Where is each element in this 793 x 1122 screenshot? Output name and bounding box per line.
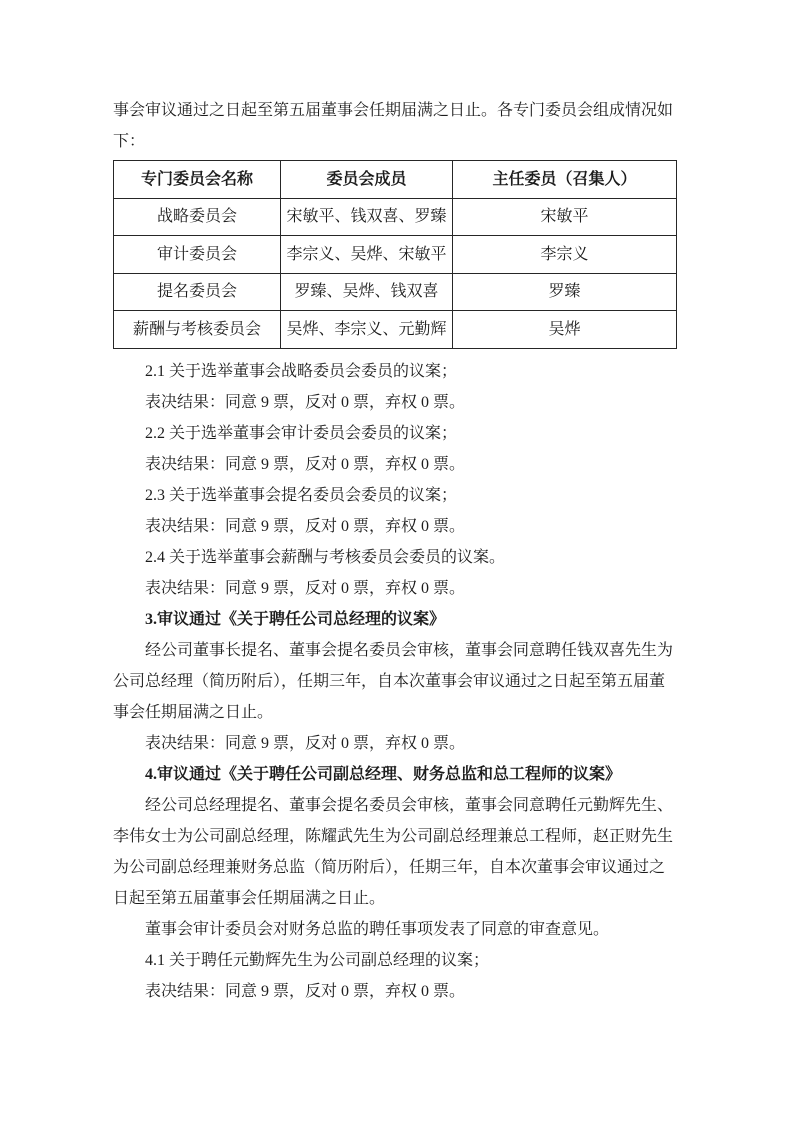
- agenda-item-line: 2.2 关于选举董事会审计委员会委员的议案；: [145, 424, 458, 442]
- continuation-line: 下：: [113, 133, 146, 150]
- paragraph-line: 李伟女士为公司副总经理，陈耀武先生为公司副总经理兼总工程师，赵正财先生: [113, 827, 674, 845]
- paragraph-line: 经公司董事长提名、董事会提名委员会审核，董事会同意聘任钱双喜先生为: [145, 641, 674, 659]
- table-row: [114, 273, 677, 311]
- paragraph-line: 公司总经理（简历附后），任期三年，自本次董事会审议通过之日起至第五届董: [113, 672, 666, 690]
- committee-members-cell: 吴烨、李宗义、元勤辉: [281, 311, 453, 349]
- table-header-members: 委员会成员: [281, 161, 453, 199]
- committee-chair-cell: 吴烨: [453, 311, 677, 349]
- document-content: [113, 95, 680, 1007]
- committee-members-cell: 罗臻、吴烨、钱双喜: [281, 273, 453, 311]
- vote-result-line: 表决结果：同意 9 票，反对 0 票，弃权 0 票。: [145, 393, 466, 411]
- vote-result-line: 表决结果：同意 9 票，反对 0 票，弃权 0 票。: [145, 579, 466, 597]
- table-header-row: [114, 161, 677, 199]
- table-row: [114, 236, 677, 274]
- agenda-item-line: 2.1 关于选举董事会战略委员会委员的议案；: [145, 362, 458, 380]
- committee-members-cell: 李宗义、吴烨、宋敏平: [281, 236, 453, 274]
- agenda-item-line: 2.4 关于选举董事会薪酬与考核委员会委员的议案。: [145, 548, 506, 566]
- vote-result-line: 表决结果：同意 9 票，反对 0 票，弃权 0 票。: [145, 734, 466, 752]
- paragraph-line: 董事会审计委员会对财务总监的聘任事项发表了同意的审查意见。: [145, 920, 610, 938]
- committee-chair-cell: 罗臻: [453, 273, 677, 311]
- table-header-chair: 主任委员（召集人）: [453, 161, 677, 199]
- paragraph-line: 经公司总经理提名、董事会提名委员会审核，董事会同意聘任元勤辉先生、: [145, 796, 674, 814]
- committee-name-cell: 战略委员会: [114, 198, 281, 236]
- section-heading: 4.审议通过《关于聘任公司副总经理、财务总监和总工程师的议案》: [145, 765, 622, 783]
- table-row: [114, 198, 677, 236]
- paragraph-line: 日起至第五届董事会任期届满之日止。: [113, 889, 386, 907]
- committee-members-cell: 宋敏平、钱双喜、罗臻: [281, 198, 453, 236]
- committee-name-cell: 提名委员会: [114, 273, 281, 311]
- agenda-item-line: 2.3 关于选举董事会提名委员会委员的议案；: [145, 486, 458, 504]
- agenda-item-line: 4.1 关于聘任元勤辉先生为公司副总经理的议案；: [145, 951, 490, 969]
- committee-name-cell: 审计委员会: [114, 236, 281, 274]
- committee-chair-cell: 宋敏平: [453, 198, 677, 236]
- paragraph-line: 事会任期届满之日止。: [113, 703, 274, 721]
- vote-result-line: 表决结果：同意 9 票，反对 0 票，弃权 0 票。: [145, 982, 466, 1000]
- vote-result-line: 表决结果：同意 9 票，反对 0 票，弃权 0 票。: [145, 455, 466, 473]
- paragraph-line: 为公司副总经理兼财务总监（简历附后），任期三年，自本次董事会审议通过之: [113, 858, 666, 876]
- continuation-line: 事会审议通过之日起至第五届董事会任期届满之日止。各专门委员会组成情况如: [113, 102, 674, 119]
- section-heading: 3.审议通过《关于聘任公司总经理的议案》: [145, 610, 446, 628]
- vote-result-line: 表决结果：同意 9 票，反对 0 票，弃权 0 票。: [145, 517, 466, 535]
- committee-table: [113, 160, 677, 349]
- committee-name-cell: 薪酬与考核委员会: [114, 311, 281, 349]
- committee-chair-cell: 李宗义: [453, 236, 677, 274]
- table-header-committee-name: 专门委员会名称: [114, 161, 281, 199]
- table-row: [114, 311, 677, 349]
